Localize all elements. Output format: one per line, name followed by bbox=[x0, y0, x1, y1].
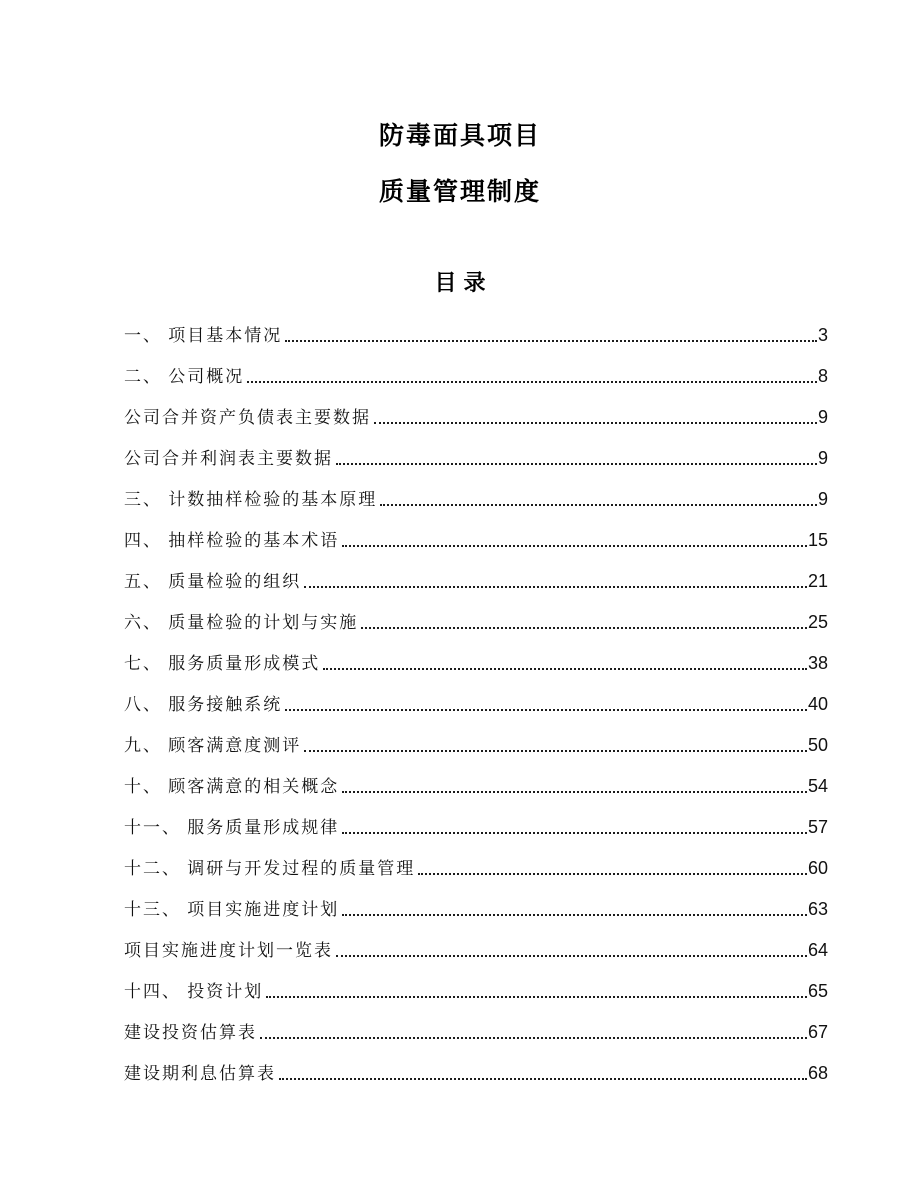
document-title: 防毒面具项目 bbox=[378, 122, 541, 150]
toc-entry[interactable] bbox=[124, 692, 828, 716]
toc-entry-page: 50 bbox=[807, 735, 828, 755]
toc-entry[interactable] bbox=[124, 938, 828, 962]
toc-entry-page: 9 bbox=[817, 489, 828, 509]
toc-entry-label: 八、 服务接触系统 bbox=[124, 695, 283, 714]
dot-leader bbox=[304, 569, 807, 588]
toc-entry-page: 60 bbox=[807, 858, 828, 878]
toc-entry-label: 十一、 服务质量形成规律 bbox=[124, 818, 340, 837]
dot-leader bbox=[285, 323, 817, 342]
toc-entry[interactable] bbox=[124, 446, 828, 470]
toc-entry-label: 五、 质量检验的组织 bbox=[124, 572, 302, 591]
toc-entry-page: 68 bbox=[807, 1063, 828, 1083]
toc-entry[interactable] bbox=[124, 774, 828, 798]
toc-list bbox=[124, 323, 828, 1085]
toc-entry-label: 十四、 投资计划 bbox=[124, 982, 264, 1001]
dot-leader bbox=[336, 446, 817, 465]
toc-entry-label: 十、 顾客满意的相关概念 bbox=[124, 777, 340, 796]
toc-entry-page: 65 bbox=[807, 981, 828, 1001]
dot-leader bbox=[342, 897, 807, 916]
toc-entry[interactable] bbox=[124, 856, 828, 880]
toc-entry-page: 8 bbox=[817, 366, 828, 386]
toc-entry[interactable] bbox=[124, 364, 828, 388]
toc-entry-label: 十三、 项目实施进度计划 bbox=[124, 900, 340, 919]
toc-entry[interactable] bbox=[124, 610, 828, 634]
dot-leader bbox=[285, 692, 807, 711]
toc-entry-label: 三、 计数抽样检验的基本原理 bbox=[124, 490, 378, 509]
dot-leader bbox=[342, 815, 807, 834]
dot-leader bbox=[374, 405, 817, 424]
toc-entry-page: 57 bbox=[807, 817, 828, 837]
toc-entry[interactable] bbox=[124, 569, 828, 593]
toc-entry[interactable] bbox=[124, 897, 828, 921]
toc-entry-label: 公司合并资产负债表主要数据 bbox=[124, 408, 371, 427]
toc-entry[interactable] bbox=[124, 651, 828, 675]
toc-entry-label: 七、 服务质量形成模式 bbox=[124, 654, 321, 673]
dot-leader bbox=[260, 1020, 807, 1039]
toc-entry-label: 九、 顾客满意度测评 bbox=[124, 736, 302, 755]
toc-entry[interactable] bbox=[124, 323, 828, 347]
toc-entry-page: 64 bbox=[807, 940, 828, 960]
dot-leader bbox=[304, 733, 807, 752]
dot-leader bbox=[418, 856, 807, 875]
toc-entry[interactable] bbox=[124, 405, 828, 429]
dot-leader bbox=[380, 487, 817, 506]
dot-leader bbox=[323, 651, 807, 670]
toc-entry-page: 25 bbox=[807, 612, 828, 632]
toc-entry-label: 公司合并利润表主要数据 bbox=[124, 449, 333, 468]
dot-leader bbox=[247, 364, 817, 383]
toc-entry[interactable] bbox=[124, 1020, 828, 1044]
toc-entry-label: 建设投资估算表 bbox=[124, 1023, 257, 1042]
toc-entry[interactable] bbox=[124, 528, 828, 552]
toc-entry-page: 40 bbox=[807, 694, 828, 714]
toc-entry-page: 54 bbox=[807, 776, 828, 796]
toc-entry-page: 3 bbox=[817, 325, 828, 345]
toc-entry-page: 21 bbox=[807, 571, 828, 591]
toc-entry-page: 9 bbox=[817, 407, 828, 427]
toc-heading: 目录 bbox=[434, 270, 493, 295]
toc-entry-label: 项目实施进度计划一览表 bbox=[124, 941, 333, 960]
dot-leader bbox=[279, 1061, 807, 1080]
toc-entry-page: 9 bbox=[817, 448, 828, 468]
dot-leader bbox=[336, 938, 807, 957]
title-block bbox=[0, 0, 920, 208]
toc-entry[interactable] bbox=[124, 733, 828, 757]
toc-entry-label: 十二、 调研与开发过程的质量管理 bbox=[124, 859, 416, 878]
toc-entry-label: 四、 抽样检验的基本术语 bbox=[124, 531, 340, 550]
toc-entry-page: 67 bbox=[807, 1022, 828, 1042]
toc-entry[interactable] bbox=[124, 815, 828, 839]
document-subtitle: 质量管理制度 bbox=[378, 178, 541, 206]
toc-entry[interactable] bbox=[124, 979, 828, 1003]
toc-entry-label: 建设期利息估算表 bbox=[124, 1064, 276, 1083]
toc-entry-page: 63 bbox=[807, 899, 828, 919]
toc-entry[interactable] bbox=[124, 487, 828, 511]
toc-entry-label: 六、 质量检验的计划与实施 bbox=[124, 613, 359, 632]
toc-entry[interactable] bbox=[124, 1061, 828, 1085]
dot-leader bbox=[266, 979, 807, 998]
dot-leader bbox=[342, 528, 807, 547]
toc-entry-label: 一、 项目基本情况 bbox=[124, 326, 283, 345]
toc-entry-page: 38 bbox=[807, 653, 828, 673]
toc-entry-label: 二、 公司概况 bbox=[124, 367, 245, 386]
dot-leader bbox=[342, 774, 807, 793]
toc-entry-page: 15 bbox=[807, 530, 828, 550]
dot-leader bbox=[361, 610, 807, 629]
